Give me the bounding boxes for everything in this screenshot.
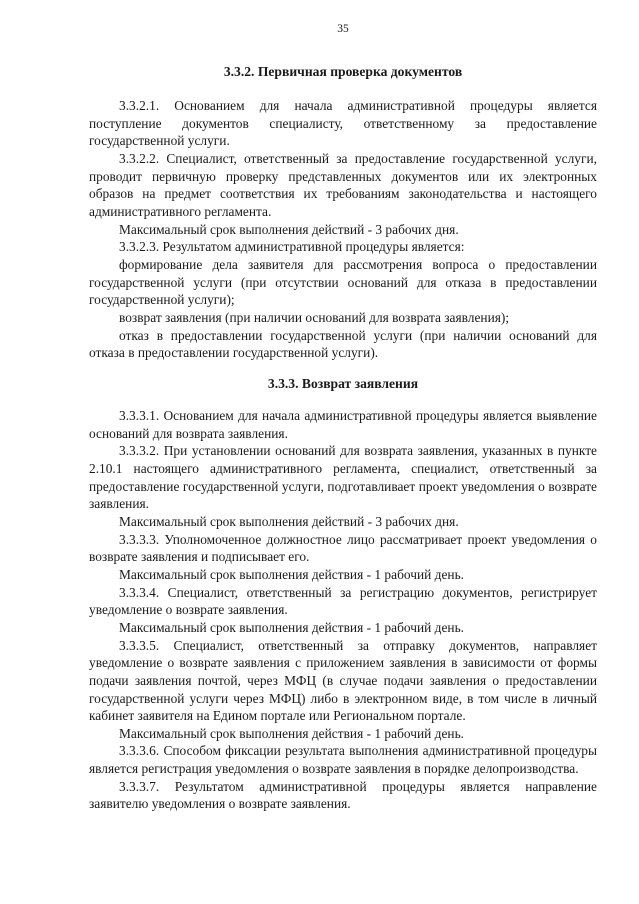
paragraph: отказ в предоставлении государственной услуги (при наличии оснований для отказа в предоставлении государственной услуги). bbox=[89, 327, 597, 361]
section-heading-primary-check: 3.3.2. Первичная проверка документов bbox=[223, 64, 463, 79]
paragraph: Максимальный срок выполнения действий - 3 рабочих дня. bbox=[119, 221, 459, 237]
section-body-return bbox=[89, 407, 597, 813]
paragraph: формирование дела заявителя для рассмотрения вопроса о предоставлении государственной услуги (при отсутствии оснований для отказа в предоставлении государственной услуги); bbox=[89, 256, 597, 308]
paragraph: 3.3.3.4. Специалист, ответственный за регистрацию документов, регистрирует уведомление о возврате заявления. bbox=[89, 584, 597, 618]
paragraph: 3.3.2.2. Специалист, ответственный за предоставление государственной услуги, проводит первичную проверку представленных документов или их электронных образов на предмет соответствия их требованиям законодательства и настоящего административного регламента. bbox=[89, 150, 597, 219]
paragraph: 3.3.3.3. Уполномоченное должностное лицо рассматривает проект уведомления о возврате заявления и подписывает его. bbox=[89, 531, 597, 565]
paragraph: Максимальный срок выполнения действия - 1 рабочий день. bbox=[119, 619, 465, 635]
paragraph: 3.3.2.1. Основанием для начала административной процедуры является поступление документов специалисту, ответственному за предоставление государственной услуги. bbox=[89, 98, 597, 149]
paragraph: Максимальный срок выполнения действия - 1 рабочий день. bbox=[119, 566, 465, 582]
paragraph: 3.3.3.1. Основанием для начала административной процедуры является выявление оснований для возврата заявления. bbox=[89, 408, 597, 441]
section-body-primary-check bbox=[89, 97, 597, 362]
paragraph: 3.3.2.3. Результатом административной процедуры является: bbox=[119, 239, 465, 255]
page-number: 35 bbox=[337, 23, 349, 35]
paragraph: 3.3.3.7. Результатом административной процедуры является направление заявителю уведомления о возврате заявления. bbox=[89, 778, 597, 812]
paragraph: 3.3.3.6. Способом фиксации результата выполнения административной процедуры является регистрация уведомления о возврате заявления в порядке делопроизводства. bbox=[89, 743, 597, 777]
paragraph: Максимальный срок выполнения действия - 1 рабочий день. bbox=[119, 725, 465, 741]
paragraph: возврат заявления (при наличии оснований для возврата заявления); bbox=[119, 309, 510, 325]
paragraph: 3.3.3.5. Специалист, ответственный за отправку документов, направляет уведомление о возврате заявления с приложением заявления в зависимости от формы подачи заявления почтой, через МФЦ (в случае подачи заявления о предоставлении государственной услуги через МФЦ) либо в электронном виде, в том числе в личный кабинет заявителя на Едином портале или Региональном портале. bbox=[89, 637, 597, 724]
paragraph: Максимальный срок выполнения действий - 3 рабочих дня. bbox=[119, 513, 459, 529]
section-heading-return: 3.3.3. Возврат заявления bbox=[267, 376, 419, 391]
paragraph: 3.3.3.2. При установлении оснований для возврата заявления, указанных в пункте 2.10.1 настоящего административного регламента, специалист, ответственный за предоставление государственной услуги, подготавливает проект уведомления о возврате заявления. bbox=[89, 443, 597, 512]
